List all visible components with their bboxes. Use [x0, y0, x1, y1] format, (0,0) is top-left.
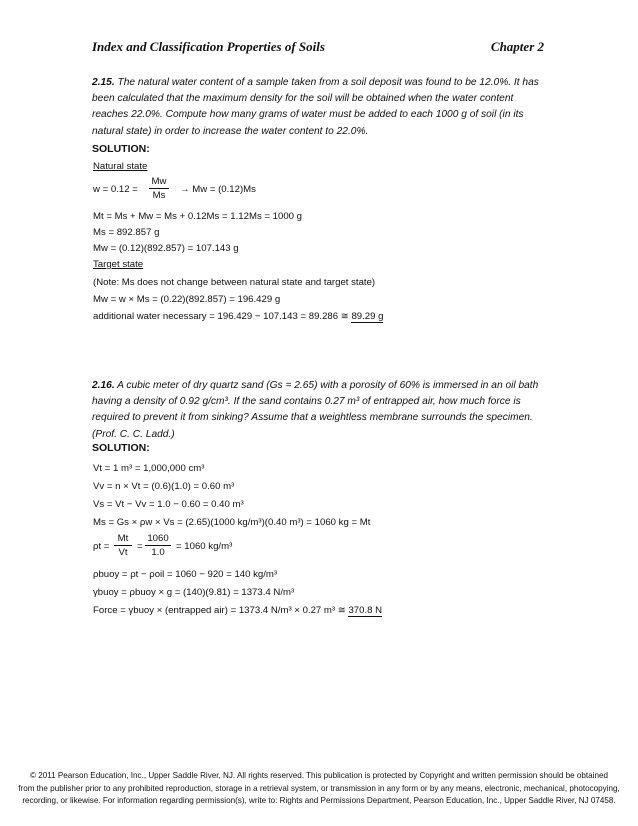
force-expression: Force = γbuoy × (entrapped air) = 1373.4 N/m³ × 0.27 m³ ≅ [93, 605, 349, 616]
natural-state-heading: Natural state [93, 161, 148, 172]
header-title: Index and Classification Properties of Soils [92, 39, 325, 54]
equation-total-mass: Mt = Ms + Mw = Ms + 0.12Ms = 1.12Ms = 1000 g [93, 211, 303, 222]
solution-label: SOLUTION: [92, 442, 150, 454]
problem-text: The natural water content of a sample taken from a soil deposit was found to be 12.0%. It has been calculated that the maximum density for the soil will be obtained when the water content reaches 22.0%. Compute how many grams of water must be added to each 1000 g of soil (in its natural state) in order to increase the water content to 22.0%. [92, 77, 539, 137]
equation-gamma-buoy: γbuoy = ρbuoy × g = (140)(9.81) = 1373.4 N/m³ [93, 587, 295, 598]
problem-2-15-statement [92, 75, 544, 140]
header-chapter: Chapter 2 [490, 39, 544, 54]
solution-label: SOLUTION: [92, 143, 150, 155]
equation-additional-water [93, 311, 383, 322]
target-state-heading: Target state [93, 259, 144, 270]
fraction-denominator: Ms [152, 190, 166, 201]
fraction-numerator: Mw [151, 176, 167, 187]
footer-line-2: from the publisher prior to any prohibited reproduction, storage in a retrieval system, or transmission in any form or by any means, electronic, mechanical, photocopying, [18, 783, 620, 793]
equation-ms: Ms = 892.857 g [93, 227, 160, 238]
equation-vs: Vs = Vt − Vv = 1.0 − 0.60 = 0.40 m³ [93, 499, 244, 510]
equation-rho-t-left: ρt = [93, 541, 110, 552]
problem-2-16-statement [92, 378, 544, 443]
equation-rho-t-result: = 1060 kg/m³ [176, 541, 233, 552]
problem-text: A cubic meter of dry quartz sand (Gs = 2.65) with a porosity of 60% is immersed in an oil bath having a density of 0.92 g/cm³. If the sand contains 0.27 m³ of entrapped air, how much force is required to prevent it from sinking? Assume that a weightless membrane surrounds the specimen. (Prof. C. C. Ladd.) [92, 380, 539, 440]
equals-sign: = [137, 541, 143, 552]
equation-mw-natural: Mw = (0.12)(892.857) = 107.143 g [93, 243, 239, 254]
fraction-mt-vt [114, 533, 132, 561]
fraction-denominator: 1.0 [151, 547, 165, 558]
problem-number: 2.16. [92, 380, 115, 391]
fraction-numerator: Mt [117, 533, 129, 544]
equation-vt: Vt = 1 m³ = 1,000,000 cm³ [93, 463, 205, 474]
problem-number: 2.15. [92, 77, 115, 88]
answer-2-16: 370.8 N [348, 605, 383, 616]
equation-force [93, 605, 382, 616]
equation-rho-buoy: ρbuoy = ρt − ρoil = 1060 − 920 = 140 kg/m³ [93, 569, 278, 580]
answer-2-15: 89.29 g [351, 311, 384, 322]
equation-mw-target: Mw = w × Ms = (0.22)(892.857) = 196.429 g [93, 294, 281, 305]
fraction-mw-ms [149, 176, 169, 204]
equation-mw-relation: → Mw = (0.12)Ms [180, 184, 256, 195]
equation-vv: Vv = n × Vt = (0.6)(1.0) = 0.60 m³ [93, 481, 235, 492]
page-header [92, 39, 544, 55]
fraction-denominator: Vt [118, 547, 128, 558]
footer-line-3: recording, or likewise. For information regarding permission(s), write to: Rights and Permissions Department, Pearson Education, Inc., Upper Saddle River, NJ 07458. [22, 796, 616, 805]
equation-ms-sand: Ms = Gs × ρw × Vs = (2.65)(1000 kg/m³)(0.40 m³) = 1060 kg = Mt [93, 517, 371, 528]
fraction-1060-1 [145, 533, 171, 561]
equation-water-content-left: w = 0.12 = [93, 184, 138, 195]
copyright-footer [0, 770, 638, 808]
additional-water-expression: additional water necessary = 196.429 − 107.143 = 89.286 ≅ [93, 311, 352, 322]
note-text: (Note: Ms does not change between natural state and target state) [93, 277, 376, 288]
fraction-numerator: 1060 [147, 533, 169, 544]
footer-line-1: © 2011 Pearson Education, Inc., Upper Saddle River, NJ. All rights reserved. This publication is protected by Copyright and written permission should be obtained [30, 771, 608, 780]
